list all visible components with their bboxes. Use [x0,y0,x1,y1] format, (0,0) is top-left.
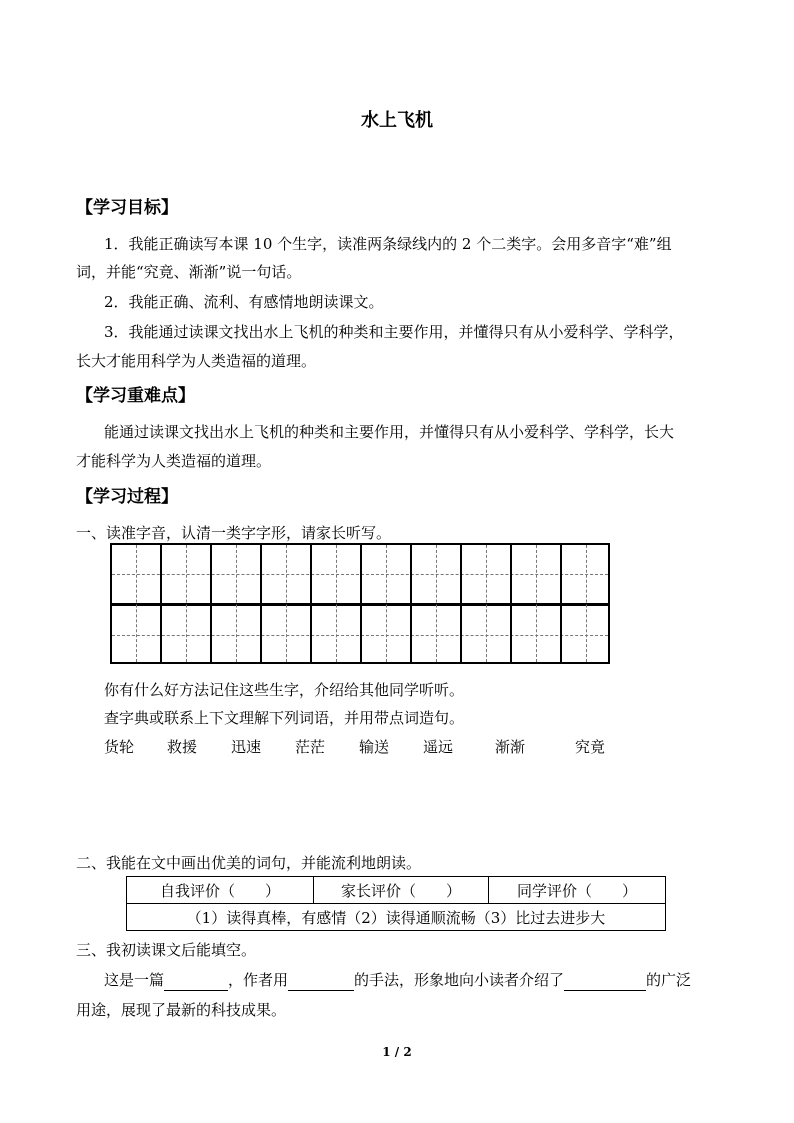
page-number: 1 / 2 [382,1045,412,1059]
objective-2: 2．我能正确、流利、有感情地朗读课文。 [104,293,384,311]
grid-col-divider [410,545,412,662]
part3-fill-line-2: 用途，展现了最新的科技成果。 [76,1001,287,1019]
self-evaluation-cell[interactable]: 自我评价（ ） [127,877,314,904]
vocab-word: 茫茫 [295,738,326,756]
grid-dash-v [386,545,387,662]
part1-prompt-1: 你有什么好方法记住这些生字，介绍给其他同学听听。 [104,681,465,699]
vocab-word: 救援 [167,738,198,756]
grid-col-divider [310,545,312,662]
fill-blank-3[interactable] [564,970,646,991]
objective-1-line-2: 词，并能“究竟、渐渐”说一句话。 [76,263,302,281]
objective-3-line-2: 长大才能用科学为人类造福的道理。 [76,352,317,370]
fill-text-c: 的手法，形象地向小读者介绍了 [354,971,565,989]
grid-dash-v [136,545,137,662]
key-points-heading: 【学习重难点】 [76,386,195,406]
grid-dash-v [336,545,337,662]
grid-dash-v [186,545,187,662]
parent-evaluation-cell[interactable]: 家长评价（ ） [314,877,489,904]
grid-col-divider [210,545,212,662]
process-heading: 【学习过程】 [76,487,178,507]
grid-dash-v [436,545,437,662]
part1-prompt-2: 查字典或联系上下文理解下列词语，并用带点词造句。 [104,709,465,727]
grid-col-divider [260,545,262,662]
grid-dash-v [536,545,537,662]
grid-dash-v [286,545,287,662]
vocab-word: 遥远 [423,738,454,756]
fill-blank-1[interactable] [164,970,228,991]
fill-text-b: ，作者用 [228,971,289,989]
vocab-word: 输送 [359,738,390,756]
vocab-word: 渐渐 [495,738,526,756]
peer-evaluation-cell[interactable]: 同学评价（ ） [489,877,666,904]
evaluation-options: （1）读得真棒，有感情（2）读得通顺流畅（3）比过去进步大 [127,904,666,931]
objective-1-line-1: 1．我能正确读写本课 10 个生字，读准两条绿线内的 2 个二类字。会用多音字“难”组 [104,235,672,253]
grid-dash-v [586,545,587,662]
part3-title: 三、我初读课文后能填空。 [76,941,257,959]
grid-col-divider [160,545,162,662]
fill-text-d: 的广泛 [646,971,692,989]
grid-dash-v [486,545,487,662]
vocab-word: 究竟 [575,738,606,756]
vocab-word: 迅速 [231,738,262,756]
page-title: 水上飞机 [361,110,433,131]
fill-blank-2[interactable] [288,970,354,991]
vocab-word: 货轮 [104,738,135,756]
key-points-line-2: 才能科学为人类造福的道理。 [76,452,272,470]
evaluation-table [126,876,666,931]
grid-col-divider [510,545,512,662]
part1-title: 一、读准字音，认清一类字字形，请家长听写。 [76,524,392,542]
objective-3-line-1: 3．我能通过读课文找出水上飞机的种类和主要作用，并懂得只有从小爱科学、学科学， [104,323,684,341]
grid-col-divider [560,545,562,662]
grid-col-divider [360,545,362,662]
part3-fill-line-1 [104,970,691,991]
key-points-line-1: 能通过读课文找出水上飞机的种类和主要作用，并懂得只有从小爱科学、学科学，长大 [104,423,675,441]
objectives-heading: 【学习目标】 [76,198,178,218]
part2-title: 二、我能在文中画出优美的词句，并能流利地朗读。 [76,854,422,872]
grid-col-divider [460,545,462,662]
writing-grid[interactable] [110,543,610,664]
fill-text-a: 这是一篇 [104,971,165,989]
grid-dash-v [236,545,237,662]
